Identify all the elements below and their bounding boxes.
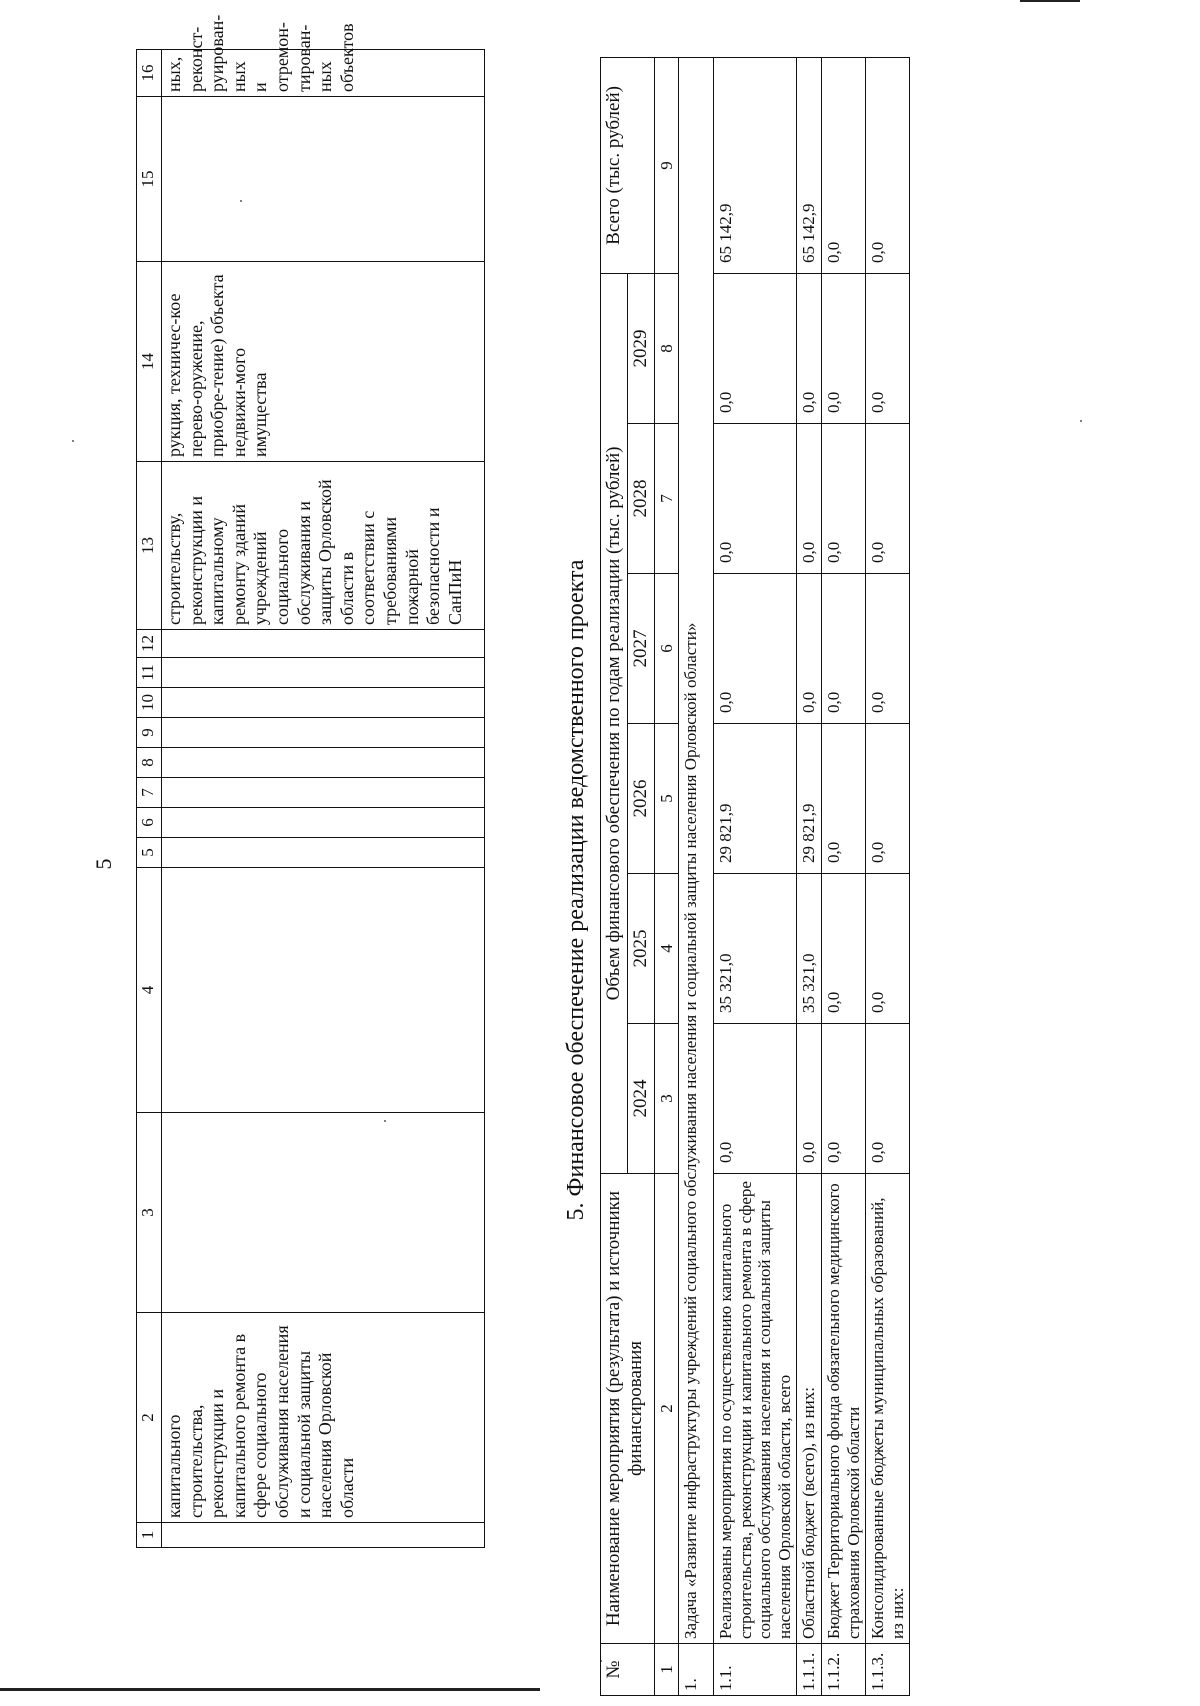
colnum: 6 bbox=[654, 574, 679, 724]
scan-speck bbox=[72, 440, 74, 442]
header-num: № bbox=[601, 1644, 655, 1696]
table-row bbox=[797, 57, 822, 1695]
finance-table bbox=[600, 57, 910, 1696]
table-cell bbox=[162, 868, 485, 1113]
scan-speck bbox=[1080, 420, 1082, 422]
header-volume: Объем финансового обеспечения по годам реализации (тыс. рублей) bbox=[601, 273, 628, 1173]
row-value: 0,0 bbox=[714, 1024, 797, 1174]
row-name: Реализованы мероприятия по осуществлению капитального строительства, реконструкции и капитального ремонта в сфере социального обслуживания населения и социальной защиты населения Орловской области, всего bbox=[714, 1174, 797, 1644]
table-cell bbox=[162, 97, 485, 262]
row-num: 1.1.2. bbox=[821, 1644, 865, 1696]
row-value: 0,0 bbox=[821, 273, 865, 423]
colnum: 5 bbox=[654, 724, 679, 874]
colnum: 1 bbox=[654, 1644, 679, 1696]
row-value: 0,0 bbox=[866, 1024, 910, 1174]
colnum: 12 bbox=[137, 630, 162, 658]
row-total: 0,0 bbox=[821, 57, 865, 273]
task-text: Задача «Развитие инфраструктуры учреждений социального обслуживания населения и социальной защиты населения Орловской области» bbox=[679, 57, 714, 1643]
row-value: 35 321,0 bbox=[797, 874, 822, 1024]
table-cell bbox=[162, 658, 485, 688]
row-num: 1.1.1. bbox=[797, 1644, 822, 1696]
colnum: 16 bbox=[137, 50, 162, 97]
colnum: 7 bbox=[137, 778, 162, 808]
table-row bbox=[866, 57, 910, 1695]
row-total: 65 142,9 bbox=[714, 57, 797, 273]
continued-table bbox=[136, 14, 485, 1548]
row-value: 0,0 bbox=[866, 874, 910, 1024]
row-total: 65 142,9 bbox=[797, 57, 822, 273]
table-cell: рукция, техничес-кое перево-оружение, приобре-тение) объекта недвижи-мого имущества bbox=[162, 262, 485, 462]
colnum: 14 bbox=[137, 262, 162, 462]
row-value: 0,0 bbox=[821, 724, 865, 874]
column-number-row bbox=[137, 50, 162, 1548]
colnum: 13 bbox=[137, 462, 162, 630]
table-cell bbox=[162, 808, 485, 838]
task-row bbox=[679, 57, 714, 1695]
section-title-wrapper bbox=[556, 140, 596, 1640]
header-name: Наименование мероприятия (результата) и источники финансирования bbox=[601, 1174, 655, 1644]
colnum: 3 bbox=[654, 1024, 679, 1174]
header-year: 2027 bbox=[627, 574, 654, 724]
table-cell: строительству, реконструкции и капитальному ремонту зданий учреждений социального обслуживания и защиты Орловской области в соответствии с требованиями пожарной безопасности и СанПиН bbox=[162, 462, 485, 630]
colnum: 2 bbox=[137, 1313, 162, 1523]
table-row bbox=[821, 57, 865, 1695]
row-value: 0,0 bbox=[821, 874, 865, 1024]
row-value: 0,0 bbox=[866, 424, 910, 574]
row-value: 35 321,0 bbox=[714, 874, 797, 1024]
row-value: 0,0 bbox=[866, 724, 910, 874]
table-cell bbox=[162, 630, 485, 658]
table-cell: капитального строительства, реконструкции и капитального ремонта в сфере социального обслуживания населения и социальной защиты населения Орловской области bbox=[162, 1313, 485, 1523]
table-row bbox=[714, 57, 797, 1695]
row-total: 0,0 bbox=[866, 57, 910, 273]
table-cell bbox=[162, 778, 485, 808]
table-cell bbox=[162, 838, 485, 868]
table-cell bbox=[162, 748, 485, 778]
row-num: 1.1.3. bbox=[866, 1644, 910, 1696]
page-number: 5 bbox=[91, 858, 116, 870]
row-value: 0,0 bbox=[714, 424, 797, 574]
row-name: Областной бюджет (всего), из них: bbox=[797, 1174, 822, 1644]
header-row bbox=[601, 57, 628, 1695]
row-value: 0,0 bbox=[866, 273, 910, 423]
table-cell bbox=[162, 1113, 485, 1313]
colnum: 3 bbox=[137, 1113, 162, 1313]
colnum: 9 bbox=[654, 57, 679, 273]
table-cell bbox=[162, 688, 485, 718]
task-num: 1. bbox=[679, 1644, 714, 1696]
header-year: 2024 bbox=[627, 1024, 654, 1174]
row-value: 0,0 bbox=[821, 1024, 865, 1174]
colnum: 9 bbox=[137, 718, 162, 748]
section-title: 5. Финансовое обеспечение реализации ведомственного проекта bbox=[563, 559, 589, 1221]
colnum: 8 bbox=[654, 273, 679, 423]
header-year: 2028 bbox=[627, 424, 654, 574]
continued-table-wrapper bbox=[136, 14, 485, 1548]
header-total: Всего (тыс. рублей) bbox=[601, 57, 655, 273]
row-num: 1.1. bbox=[714, 1644, 797, 1696]
colnum: 4 bbox=[137, 868, 162, 1113]
table-row bbox=[162, 50, 485, 1548]
header-year: 2029 bbox=[627, 273, 654, 423]
row-name: Бюджет Территориального фонда обязательного медицинского страхования Орловской области bbox=[821, 1174, 865, 1644]
finance-table-wrapper bbox=[600, 57, 910, 1696]
row-value: 29 821,9 bbox=[797, 724, 822, 874]
column-number-row bbox=[654, 57, 679, 1695]
colnum: 6 bbox=[137, 808, 162, 838]
row-value: 0,0 bbox=[797, 1024, 822, 1174]
row-name: Консолидированные бюджеты муниципальных образований, из них: bbox=[866, 1174, 910, 1644]
colnum: 7 bbox=[654, 424, 679, 574]
row-value: 0,0 bbox=[714, 273, 797, 423]
colnum: 11 bbox=[137, 658, 162, 688]
row-value: 0,0 bbox=[821, 574, 865, 724]
colnum: 1 bbox=[137, 1523, 162, 1548]
colnum: 2 bbox=[654, 1174, 679, 1644]
row-value: 0,0 bbox=[866, 574, 910, 724]
table-cell bbox=[162, 1523, 485, 1548]
row-value: 0,0 bbox=[797, 574, 822, 724]
colnum: 10 bbox=[137, 688, 162, 718]
row-value: 29 821,9 bbox=[714, 724, 797, 874]
colnum: 8 bbox=[137, 748, 162, 778]
row-value: 0,0 bbox=[797, 424, 822, 574]
scan-line-bottom bbox=[0, 1688, 540, 1691]
scan-line-top bbox=[1020, 0, 1080, 2]
colnum: 5 bbox=[137, 838, 162, 868]
row-value: 0,0 bbox=[821, 424, 865, 574]
header-year: 2025 bbox=[627, 874, 654, 1024]
row-value: 0,0 bbox=[797, 273, 822, 423]
table-cell bbox=[162, 718, 485, 748]
colnum: 4 bbox=[654, 874, 679, 1024]
header-year: 2026 bbox=[627, 724, 654, 874]
table-cell: ных, реконст-руирован-ных и отремон-тирован-ных объектов bbox=[162, 50, 485, 97]
row-value: 0,0 bbox=[714, 574, 797, 724]
colnum: 15 bbox=[137, 97, 162, 262]
